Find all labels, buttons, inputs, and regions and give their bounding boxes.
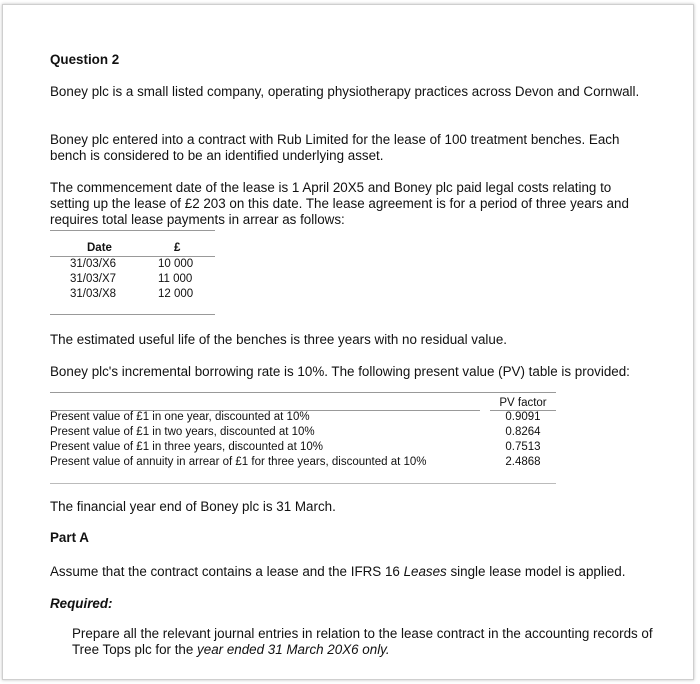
pv-description: Present value of £1 in two years, discounted at 10% <box>50 426 315 438</box>
pv-description: Present value of £1 in three years, discounted at 10% <box>50 441 323 453</box>
pv-value: 0.7513 <box>505 441 541 453</box>
pv-description: Present value of £1 in one year, discounted at 10% <box>50 411 310 423</box>
instruction-text: Prepare all the relevant journal entries in relation to the lease contract in the accounting records of Tree Tops plc for the <box>72 626 653 657</box>
table-row <box>50 257 215 271</box>
assumption-text-end: single lease model is applied. <box>446 564 626 579</box>
pv-value: 0.8264 <box>505 426 541 438</box>
assumption-text: Assume that the contract contains a lease and the IFRS 16 <box>50 564 404 579</box>
paragraph-commencement: The commencement date of the lease is 1 April 20X5 and Boney plc paid legal costs relating to setting up the lease of £2 203 on this date. The lease agreement is for a period of three years and requires total lease payments in arrear as follows: <box>50 180 629 227</box>
table-row <box>50 440 556 454</box>
pv-value: 2.4868 <box>505 456 541 468</box>
payment-amount: 11 000 <box>158 273 193 285</box>
required-label: Required: <box>50 596 113 611</box>
instruction-period: year ended 31 March 20X6 only. <box>197 642 390 657</box>
question-title: Question 2 <box>50 52 120 67</box>
paragraph-useful-life: The estimated useful life of the benches is three years with no residual value. <box>50 332 508 347</box>
paragraph-contract: Boney plc entered into a contract with Rub Limited for the lease of 100 treatment benches. Each bench is considered to be an identified underlying asset. <box>50 132 620 163</box>
paragraph-assumption <box>50 564 670 580</box>
table-row <box>50 410 556 424</box>
table-top-rule <box>50 230 215 231</box>
table-row <box>50 287 215 301</box>
assumption-standard-name: Leases <box>403 564 447 579</box>
payment-date: 31/03/X6 <box>70 258 117 270</box>
table-row <box>50 425 556 439</box>
pv-header-row <box>50 396 556 410</box>
header-date: Date <box>87 242 112 254</box>
required-instruction <box>72 626 662 658</box>
paragraph-year-end: The financial year end of Boney plc is 31 March. <box>50 499 336 514</box>
payment-date: 31/03/X7 <box>70 273 117 285</box>
payment-amount: 10 000 <box>158 258 194 270</box>
paragraph-company-intro: Boney plc is a small listed company, operating physiotherapy practices across Devon and Cornwall. <box>50 84 640 99</box>
pv-top-rule <box>50 392 556 393</box>
pv-header: PV factor <box>499 397 547 409</box>
table-row <box>50 272 215 286</box>
table-header-row <box>50 241 215 255</box>
payment-amount: 12 000 <box>158 288 194 300</box>
payment-date: 31/03/X8 <box>70 288 117 300</box>
pv-description: Present value of annuity in arrear of £1 for three years, discounted at 10% <box>50 456 427 468</box>
pv-factor-table <box>50 390 556 485</box>
table-bottom-rule <box>50 314 215 315</box>
part-a-label: Part A <box>50 530 89 545</box>
pv-bottom-rule <box>50 483 556 484</box>
paragraph-borrowing-rate: Boney plc's incremental borrowing rate is 10%. The following present value (PV) table is provided: <box>50 364 630 379</box>
pv-value: 0.9091 <box>505 411 541 423</box>
header-currency: £ <box>174 242 181 254</box>
table-row <box>50 455 556 469</box>
